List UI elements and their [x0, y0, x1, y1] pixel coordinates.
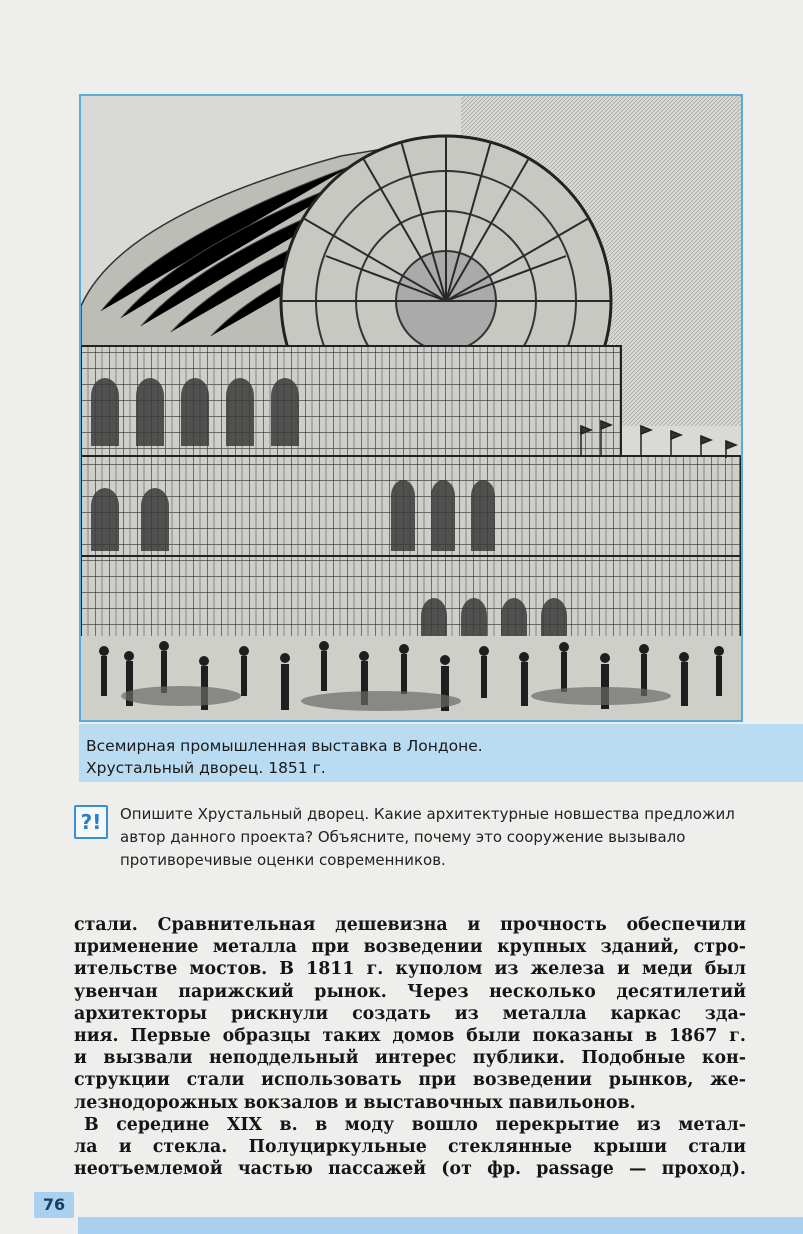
crystal-palace-illustration [79, 94, 743, 722]
text-line: неотъемлемой частью пассажей (от фр. passage — проход). [74, 1159, 746, 1180]
question-exclamation-icon: ?! [74, 805, 108, 839]
text-line: лезнодорожных вокзалов и выставочных павильонов. [74, 1092, 636, 1113]
text-line: В середине XIX в. в моду вошло перекрытие из метал- [84, 1114, 746, 1135]
page-number: 76 [34, 1192, 74, 1218]
text-line: применение металла при возведении крупных зданий, стро- [74, 937, 746, 958]
engraving-image [81, 96, 741, 720]
text-line: струкции стали использовать при возведении рынков, же- [74, 1070, 746, 1091]
text-line: ительстве мостов. В 1811 г. куполом из железа и меди был [74, 959, 746, 980]
caption-line-2: Хрустальный дворец. 1851 г. [86, 759, 326, 777]
caption-line-1: Всемирная промышленная выставка в Лондоне. [86, 737, 483, 755]
page-bottom-band [78, 1217, 803, 1234]
text-line: увенчан парижский рынок. Через несколько десятилетий [74, 981, 746, 1002]
figure-caption [86, 735, 606, 779]
main-text [74, 914, 746, 1180]
text-line: архитекторы рискнули создать из металла каркас зда- [74, 1003, 746, 1024]
question-text: Опишите Хрустальный дворец. Какие архитектурные новшества предложил автор данного проекта? Объясните, почему это сооружение вызывало противоречивые оценки современников. [120, 805, 735, 869]
text-line: ла и стекла. Полуциркульные стеклянные крыши стали [74, 1137, 746, 1158]
text-line: стали. Сравнительная дешевизна и прочность обеспечили [74, 915, 746, 935]
text-line: ния. Первые образцы таких домов были показаны в 1867 г. [74, 1026, 746, 1047]
text-line: и вызвали неподдельный интерес публики. Подобные кон- [74, 1048, 746, 1069]
